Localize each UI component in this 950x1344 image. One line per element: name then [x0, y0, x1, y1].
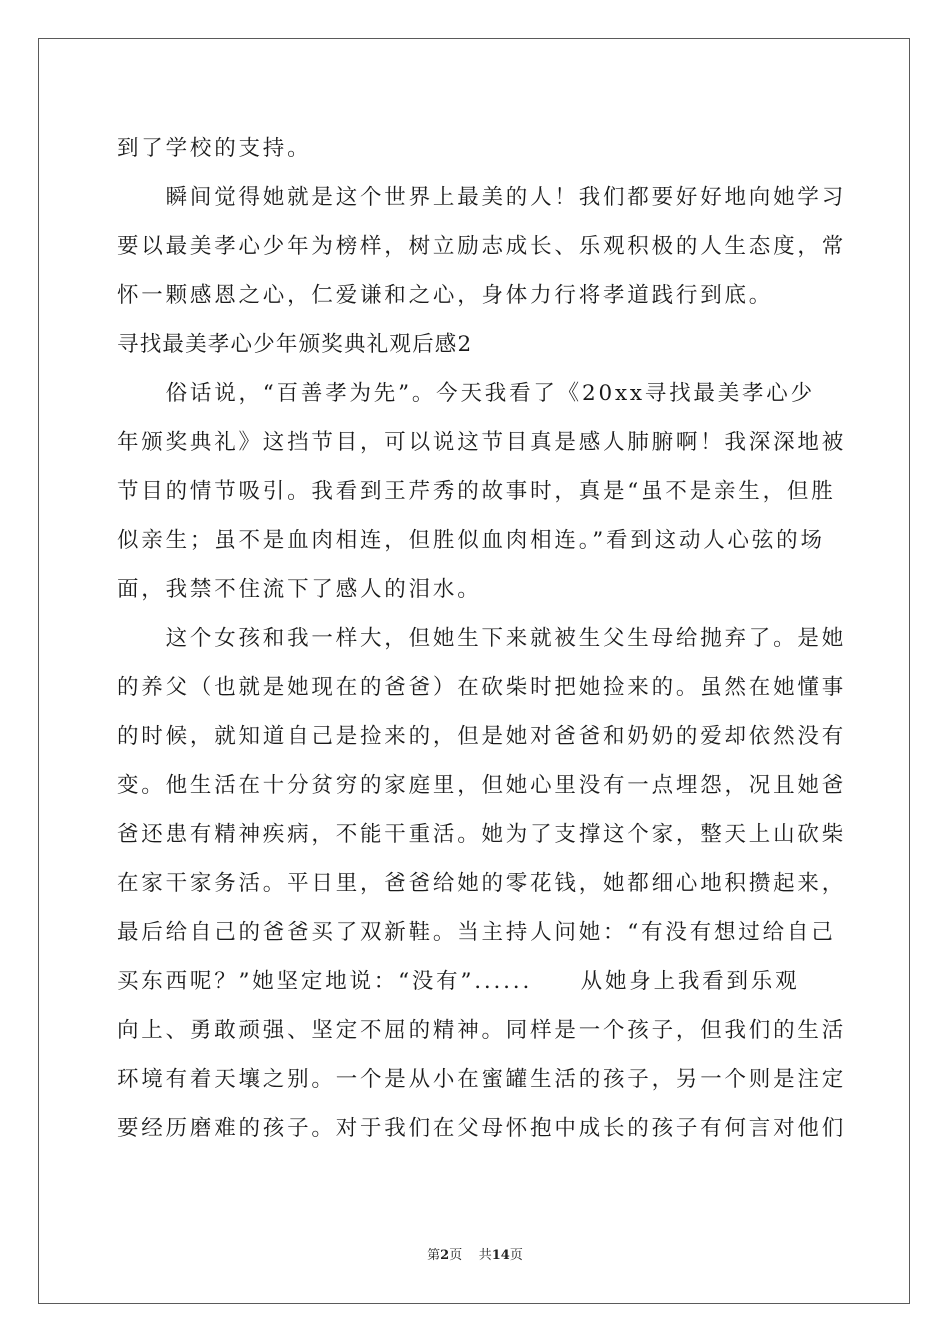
text-line: 环境有着天壤之别。一个是从小在蜜罐生活的孩子，另一个则是注定 [117, 1067, 847, 1092]
section-heading [117, 320, 833, 369]
page-suffix: 页 [449, 1248, 463, 1263]
text-line: 瞬间觉得她就是这个世界上最美的人！我们都要好好地向她学习 [117, 185, 847, 210]
text-line: 爸还患有精神疾病，不能干重活。她为了支撑这个家，整天上山砍柴 [117, 822, 847, 847]
current-page-number: 2 [440, 1248, 450, 1263]
text-line: 俗话说，“百善孝为先”。今天我看了《20xx寻找最美孝心少 [117, 381, 815, 406]
text-line: 的养父（也就是她现在的爸爸）在砍柴时把她捡来的。虽然在她懂事 [117, 675, 847, 700]
paragraph [117, 124, 833, 173]
total-suffix: 页 [509, 1248, 523, 1263]
text-line: 这个女孩和我一样大，但她生下来就被生父生母给抛弃了。是她 [117, 626, 847, 651]
text-line: 似亲生；虽不是血肉相连，但胜似血肉相连。”看到这动人心弦的场 [117, 528, 825, 553]
total-pages-number: 14 [491, 1248, 510, 1263]
text-line: 要以最美孝心少年为榜样，树立励志成长、乐观积极的人生态度，常 [117, 234, 847, 259]
text-line: 最后给自己的爸爸买了双新鞋。当主持人问她：“有没有想过给自己 [117, 920, 836, 945]
text-line: 的时候，就知道自己是捡来的，但是她对爸爸和奶奶的爱却依然没有 [117, 724, 847, 749]
text-line: 买东西呢？”她坚定地说：“没有”...... 从她身上我看到乐观 [117, 969, 800, 994]
text-line: 寻找最美孝心少年颁奖典礼观后感2 [117, 332, 473, 357]
text-line: 要经历磨难的孩子。对于我们在父母怀抱中成长的孩子有何言对他们 [117, 1116, 847, 1141]
text-line: 节目的情节吸引。我看到王芹秀的故事时，真是“虽不是亲生，但胜 [117, 479, 836, 504]
text-line: 到了学校的支持。 [117, 136, 312, 161]
paragraph [117, 173, 847, 320]
page-footer [0, 1244, 950, 1263]
paragraph [117, 614, 847, 1153]
text-line: 在家干家务活。平日里，爸爸给她的零花钱，她都细心地积攒起来， [117, 871, 847, 896]
page-prefix: 第 [427, 1248, 441, 1263]
total-prefix: 共 [478, 1248, 492, 1263]
text-line: 怀一颗感恩之心，仁爱谦和之心，身体力行将孝道践行到底。 [117, 283, 774, 308]
paragraph [117, 369, 847, 614]
text-line: 面，我禁不住流下了感人的泪水。 [117, 577, 482, 602]
text-line: 变。他生活在十分贫穷的家庭里，但她心里没有一点埋怨，况且她爸 [117, 773, 847, 798]
text-line: 向上、勇敢顽强、坚定不屈的精神。同样是一个孩子，但我们的生活 [117, 1018, 847, 1043]
document-body [117, 124, 847, 1153]
text-line: 年颁奖典礼》这挡节目，可以说这节目真是感人肺腑啊！我深深地被 [117, 430, 847, 455]
